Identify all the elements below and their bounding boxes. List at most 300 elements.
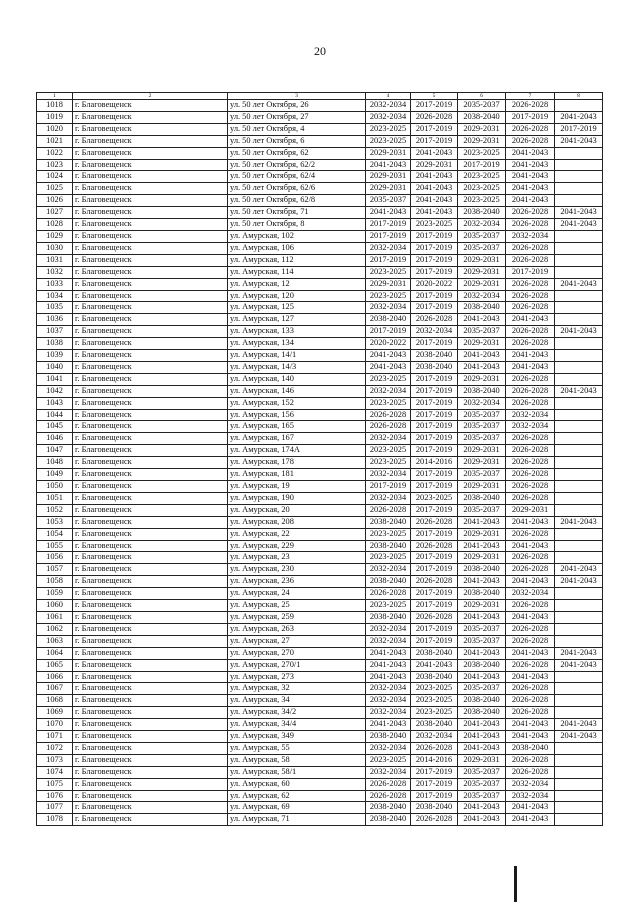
row-number: 1020 — [37, 123, 73, 135]
period-cell: 2038-2040 — [366, 611, 411, 623]
address-cell: ул. Амурская, 146 — [228, 385, 366, 397]
period-cell: 2026-2028 — [506, 481, 555, 493]
period-cell: 2041-2043 — [366, 207, 411, 219]
column-index: 1 — [37, 93, 73, 100]
period-cell: 2041-2043 — [506, 147, 555, 159]
period-cell: 2017-2019 — [411, 504, 458, 516]
table-row — [37, 457, 603, 469]
period-cell: 2023-2025 — [366, 754, 411, 766]
period-cell: 2041-2043 — [411, 195, 458, 207]
address-cell: ул. Амурская, 270/1 — [228, 659, 366, 671]
period-cell: 2017-2019 — [411, 635, 458, 647]
period-cell — [555, 373, 603, 385]
period-cell: 2026-2028 — [506, 600, 555, 612]
period-cell: 2017-2019 — [411, 373, 458, 385]
address-cell: ул. 50 лет Октября, 62/4 — [228, 171, 366, 183]
row-number: 1046 — [37, 433, 73, 445]
row-number: 1031 — [37, 254, 73, 266]
period-cell: 2026-2028 — [411, 611, 458, 623]
period-cell: 2029-2031 — [458, 754, 506, 766]
period-cell: 2035-2037 — [366, 195, 411, 207]
period-cell: 2041-2043 — [555, 207, 603, 219]
table-row — [37, 481, 603, 493]
period-cell: 2017-2019 — [411, 254, 458, 266]
settlement-cell: г. Благовещенск — [73, 445, 228, 457]
period-cell: 2041-2043 — [458, 719, 506, 731]
period-cell: 2035-2037 — [458, 469, 506, 481]
row-number: 1064 — [37, 647, 73, 659]
table-row — [37, 278, 603, 290]
period-cell: 2026-2028 — [411, 814, 458, 826]
period-cell: 2038-2040 — [366, 516, 411, 528]
table-row — [37, 266, 603, 278]
table-row — [37, 314, 603, 326]
period-cell: 2020-2022 — [411, 278, 458, 290]
settlement-cell: г. Благовещенск — [73, 695, 228, 707]
period-cell: 2029-2031 — [506, 504, 555, 516]
table-row — [37, 445, 603, 457]
column-index: 4 — [366, 93, 411, 100]
period-cell — [555, 707, 603, 719]
period-cell: 2029-2031 — [458, 600, 506, 612]
period-cell: 2026-2028 — [506, 623, 555, 635]
period-cell — [555, 230, 603, 242]
period-cell: 2017-2019 — [411, 397, 458, 409]
address-cell: ул. 50 лет Октября, 8 — [228, 219, 366, 231]
period-cell — [555, 552, 603, 564]
period-cell: 2032-2034 — [506, 588, 555, 600]
period-cell — [555, 469, 603, 481]
period-cell: 2023-2025 — [366, 266, 411, 278]
period-cell: 2017-2019 — [411, 481, 458, 493]
row-number: 1045 — [37, 421, 73, 433]
period-cell: 2026-2028 — [506, 123, 555, 135]
period-cell: 2017-2019 — [366, 219, 411, 231]
settlement-cell: г. Благовещенск — [73, 719, 228, 731]
period-cell: 2038-2040 — [458, 707, 506, 719]
table-row — [37, 504, 603, 516]
period-cell: 2017-2019 — [411, 338, 458, 350]
table-row — [37, 600, 603, 612]
period-cell: 2035-2037 — [458, 409, 506, 421]
period-cell: 2032-2034 — [366, 695, 411, 707]
address-cell: ул. Амурская, 19 — [228, 481, 366, 493]
period-cell: 2038-2040 — [411, 802, 458, 814]
row-number: 1054 — [37, 528, 73, 540]
row-number: 1028 — [37, 219, 73, 231]
address-cell: ул. Амурская, 106 — [228, 242, 366, 254]
settlement-cell: г. Благовещенск — [73, 373, 228, 385]
table-row — [37, 623, 603, 635]
period-cell: 2023-2025 — [411, 707, 458, 719]
period-cell: 2038-2040 — [458, 207, 506, 219]
period-cell: 2017-2019 — [411, 290, 458, 302]
address-cell: ул. 50 лет Октября, 6 — [228, 135, 366, 147]
period-cell: 2041-2043 — [506, 159, 555, 171]
settlement-cell: г. Благовещенск — [73, 778, 228, 790]
period-cell: 2017-2019 — [411, 409, 458, 421]
address-cell: ул. 50 лет Октября, 62/2 — [228, 159, 366, 171]
period-cell: 2032-2034 — [366, 492, 411, 504]
period-cell: 2041-2043 — [458, 576, 506, 588]
period-cell: 2023-2025 — [411, 695, 458, 707]
table-row — [37, 111, 603, 123]
period-cell: 2026-2028 — [366, 790, 411, 802]
period-cell: 2029-2031 — [458, 481, 506, 493]
table-row — [37, 421, 603, 433]
settlement-cell: г. Благовещенск — [73, 707, 228, 719]
page-number: 20 — [314, 44, 326, 58]
period-cell — [555, 100, 603, 112]
period-cell: 2023-2025 — [458, 195, 506, 207]
row-number: 1065 — [37, 659, 73, 671]
address-cell: ул. Амурская, 60 — [228, 778, 366, 790]
table-row — [37, 707, 603, 719]
period-cell: 2026-2028 — [506, 100, 555, 112]
period-cell: 2023-2025 — [411, 219, 458, 231]
table-row — [37, 433, 603, 445]
period-cell: 2041-2043 — [411, 171, 458, 183]
address-cell: ул. Амурская, 62 — [228, 790, 366, 802]
table-row — [37, 100, 603, 112]
period-cell: 2017-2019 — [411, 242, 458, 254]
table-row — [37, 683, 603, 695]
address-cell: ул. Амурская, 71 — [228, 814, 366, 826]
table-row — [37, 611, 603, 623]
row-number: 1032 — [37, 266, 73, 278]
period-cell: 2026-2028 — [506, 278, 555, 290]
period-cell: 2026-2028 — [506, 492, 555, 504]
row-number: 1049 — [37, 469, 73, 481]
period-cell: 2038-2040 — [411, 671, 458, 683]
address-cell: ул. Амурская, 273 — [228, 671, 366, 683]
period-cell: 2041-2043 — [555, 135, 603, 147]
table-row — [37, 302, 603, 314]
address-cell: ул. Амурская, 102 — [228, 230, 366, 242]
address-cell: ул. Амурская, 140 — [228, 373, 366, 385]
period-cell: 2029-2031 — [366, 171, 411, 183]
table-row — [37, 361, 603, 373]
period-cell: 2041-2043 — [555, 219, 603, 231]
table-row — [37, 290, 603, 302]
period-cell: 2026-2028 — [506, 659, 555, 671]
period-cell: 2026-2028 — [506, 385, 555, 397]
period-cell: 2020-2022 — [366, 338, 411, 350]
settlement-cell: г. Благовещенск — [73, 230, 228, 242]
settlement-cell: г. Благовещенск — [73, 588, 228, 600]
period-cell: 2026-2028 — [411, 540, 458, 552]
table-row — [37, 242, 603, 254]
period-cell: 2038-2040 — [411, 719, 458, 731]
period-cell: 2029-2031 — [458, 338, 506, 350]
period-cell: 2032-2034 — [366, 302, 411, 314]
table-row — [37, 778, 603, 790]
period-cell: 2035-2037 — [458, 766, 506, 778]
period-cell — [555, 623, 603, 635]
period-cell: 2041-2043 — [555, 719, 603, 731]
period-cell: 2029-2031 — [458, 266, 506, 278]
period-cell: 2029-2031 — [458, 135, 506, 147]
period-cell: 2017-2019 — [411, 528, 458, 540]
settlement-cell: г. Благовещенск — [73, 219, 228, 231]
housing-registry-table — [36, 92, 603, 826]
period-cell — [555, 742, 603, 754]
row-number: 1030 — [37, 242, 73, 254]
period-cell: 2026-2028 — [366, 421, 411, 433]
period-cell: 2026-2028 — [366, 778, 411, 790]
period-cell: 2038-2040 — [458, 564, 506, 576]
table-row — [37, 159, 603, 171]
address-cell: ул. Амурская, 14/3 — [228, 361, 366, 373]
period-cell: 2041-2043 — [555, 564, 603, 576]
address-cell: ул. Амурская, 12 — [228, 278, 366, 290]
period-cell — [555, 504, 603, 516]
period-cell: 2026-2028 — [506, 326, 555, 338]
settlement-cell: г. Благовещенск — [73, 683, 228, 695]
period-cell — [555, 266, 603, 278]
period-cell — [555, 492, 603, 504]
period-cell: 2038-2040 — [458, 302, 506, 314]
period-cell: 2038-2040 — [458, 385, 506, 397]
table-row — [37, 576, 603, 588]
period-cell: 2026-2028 — [411, 742, 458, 754]
table-row — [37, 469, 603, 481]
period-cell: 2041-2043 — [506, 314, 555, 326]
period-cell: 2041-2043 — [411, 183, 458, 195]
settlement-cell: г. Благовещенск — [73, 552, 228, 564]
table-row — [37, 671, 603, 683]
table-row — [37, 528, 603, 540]
address-cell: ул. Амурская, 167 — [228, 433, 366, 445]
period-cell: 2032-2034 — [506, 409, 555, 421]
period-cell — [555, 338, 603, 350]
address-cell: ул. 50 лет Октября, 62 — [228, 147, 366, 159]
period-cell: 2041-2043 — [506, 195, 555, 207]
period-cell: 2017-2019 — [506, 111, 555, 123]
period-cell: 2035-2037 — [458, 326, 506, 338]
address-cell: ул. 50 лет Октября, 62/8 — [228, 195, 366, 207]
period-cell: 2041-2043 — [506, 183, 555, 195]
period-cell: 2041-2043 — [555, 576, 603, 588]
settlement-cell: г. Благовещенск — [73, 564, 228, 576]
period-cell: 2017-2019 — [411, 623, 458, 635]
address-cell: ул. Амурская, 24 — [228, 588, 366, 600]
table-row — [37, 326, 603, 338]
period-cell: 2041-2043 — [411, 207, 458, 219]
period-cell: 2041-2043 — [458, 671, 506, 683]
table-row — [37, 350, 603, 362]
period-cell: 2041-2043 — [555, 278, 603, 290]
settlement-cell: г. Благовещенск — [73, 802, 228, 814]
settlement-cell: г. Благовещенск — [73, 790, 228, 802]
row-number: 1034 — [37, 290, 73, 302]
period-cell: 2032-2034 — [366, 469, 411, 481]
period-cell: 2017-2019 — [411, 302, 458, 314]
address-cell: ул. Амурская, 208 — [228, 516, 366, 528]
period-cell: 2032-2034 — [458, 219, 506, 231]
settlement-cell: г. Благовещенск — [73, 302, 228, 314]
address-cell: ул. 50 лет Октября, 71 — [228, 207, 366, 219]
address-cell: ул. Амурская, 34/4 — [228, 719, 366, 731]
row-number: 1043 — [37, 397, 73, 409]
period-cell: 2038-2040 — [366, 802, 411, 814]
period-cell: 2038-2040 — [458, 492, 506, 504]
period-cell: 2041-2043 — [506, 647, 555, 659]
period-cell: 2038-2040 — [458, 695, 506, 707]
settlement-cell: г. Благовещенск — [73, 254, 228, 266]
period-cell: 2041-2043 — [458, 516, 506, 528]
period-cell: 2032-2034 — [506, 790, 555, 802]
row-number: 1058 — [37, 576, 73, 588]
period-cell: 2023-2025 — [366, 600, 411, 612]
row-number: 1050 — [37, 481, 73, 493]
period-cell: 2026-2028 — [506, 766, 555, 778]
address-cell: ул. Амурская, 58/1 — [228, 766, 366, 778]
period-cell: 2014-2016 — [411, 457, 458, 469]
row-number: 1073 — [37, 754, 73, 766]
period-cell — [555, 290, 603, 302]
table-row — [37, 373, 603, 385]
period-cell: 2023-2025 — [366, 528, 411, 540]
period-cell: 2026-2028 — [366, 588, 411, 600]
period-cell: 2017-2019 — [411, 600, 458, 612]
address-cell: ул. Амурская, 58 — [228, 754, 366, 766]
settlement-cell: г. Благовещенск — [73, 433, 228, 445]
row-number: 1066 — [37, 671, 73, 683]
period-cell: 2041-2043 — [458, 742, 506, 754]
address-cell: ул. Амурская, 230 — [228, 564, 366, 576]
settlement-cell: г. Благовещенск — [73, 397, 228, 409]
period-cell: 2032-2034 — [366, 433, 411, 445]
address-cell: ул. Амурская, 22 — [228, 528, 366, 540]
period-cell: 2023-2025 — [366, 373, 411, 385]
period-cell: 2038-2040 — [458, 111, 506, 123]
address-cell: ул. Амурская, 114 — [228, 266, 366, 278]
period-cell — [555, 433, 603, 445]
settlement-cell: г. Благовещенск — [73, 290, 228, 302]
period-cell: 2041-2043 — [366, 350, 411, 362]
address-cell: ул. Амурская, 133 — [228, 326, 366, 338]
row-number: 1062 — [37, 623, 73, 635]
settlement-cell: г. Благовещенск — [73, 147, 228, 159]
period-cell: 2029-2031 — [458, 123, 506, 135]
period-cell — [555, 528, 603, 540]
period-cell: 2041-2043 — [366, 659, 411, 671]
table-row — [37, 254, 603, 266]
period-cell — [555, 671, 603, 683]
period-cell: 2035-2037 — [458, 242, 506, 254]
settlement-cell: г. Благовещенск — [73, 814, 228, 826]
period-cell: 2032-2034 — [366, 564, 411, 576]
settlement-cell: г. Благовещенск — [73, 361, 228, 373]
period-cell: 2017-2019 — [411, 766, 458, 778]
period-cell: 2041-2043 — [458, 361, 506, 373]
period-cell — [555, 254, 603, 266]
period-cell: 2041-2043 — [506, 576, 555, 588]
period-cell: 2041-2043 — [506, 611, 555, 623]
address-cell: ул. Амурская, 152 — [228, 397, 366, 409]
row-number: 1044 — [37, 409, 73, 421]
row-number: 1038 — [37, 338, 73, 350]
settlement-cell: г. Благовещенск — [73, 171, 228, 183]
settlement-cell: г. Благовещенск — [73, 647, 228, 659]
period-cell: 2041-2043 — [366, 719, 411, 731]
row-number: 1053 — [37, 516, 73, 528]
period-cell: 2041-2043 — [458, 814, 506, 826]
period-cell: 2041-2043 — [506, 516, 555, 528]
period-cell: 2026-2028 — [506, 445, 555, 457]
row-number: 1019 — [37, 111, 73, 123]
period-cell: 2041-2043 — [555, 385, 603, 397]
period-cell: 2041-2043 — [555, 659, 603, 671]
period-cell: 2029-2031 — [458, 457, 506, 469]
period-cell: 2041-2043 — [366, 647, 411, 659]
settlement-cell: г. Благовещенск — [73, 421, 228, 433]
table-row — [37, 147, 603, 159]
settlement-cell: г. Благовещенск — [73, 540, 228, 552]
period-cell — [555, 314, 603, 326]
address-cell: ул. 50 лет Октября, 26 — [228, 100, 366, 112]
period-cell: 2038-2040 — [458, 659, 506, 671]
period-cell: 2026-2028 — [366, 504, 411, 516]
settlement-cell: г. Благовещенск — [73, 135, 228, 147]
row-number: 1067 — [37, 683, 73, 695]
period-cell: 2026-2028 — [506, 433, 555, 445]
period-cell: 2017-2019 — [411, 790, 458, 802]
period-cell: 2038-2040 — [411, 350, 458, 362]
period-cell — [555, 159, 603, 171]
period-cell: 2038-2040 — [366, 314, 411, 326]
table-row — [37, 230, 603, 242]
settlement-cell: г. Благовещенск — [73, 111, 228, 123]
period-cell: 2041-2043 — [506, 814, 555, 826]
period-cell — [555, 195, 603, 207]
period-cell: 2017-2019 — [411, 469, 458, 481]
table-row — [37, 207, 603, 219]
period-cell: 2026-2028 — [506, 707, 555, 719]
period-cell: 2041-2043 — [506, 731, 555, 743]
period-cell — [555, 445, 603, 457]
settlement-cell: г. Благовещенск — [73, 611, 228, 623]
row-number: 1076 — [37, 790, 73, 802]
period-cell: 2041-2043 — [411, 659, 458, 671]
period-cell — [555, 540, 603, 552]
table-row — [37, 564, 603, 576]
period-cell: 2026-2028 — [506, 290, 555, 302]
address-cell: ул. Амурская, 190 — [228, 492, 366, 504]
period-cell: 2041-2043 — [458, 540, 506, 552]
period-cell: 2026-2028 — [411, 516, 458, 528]
period-cell — [555, 397, 603, 409]
address-cell: ул. Амурская, 259 — [228, 611, 366, 623]
period-cell: 2017-2019 — [555, 123, 603, 135]
period-cell: 2029-2031 — [366, 278, 411, 290]
period-cell: 2029-2031 — [366, 183, 411, 195]
table-row — [37, 540, 603, 552]
period-cell: 2032-2034 — [458, 290, 506, 302]
period-cell — [555, 683, 603, 695]
period-cell: 2029-2031 — [458, 528, 506, 540]
period-cell: 2023-2025 — [366, 457, 411, 469]
address-cell: ул. Амурская, 125 — [228, 302, 366, 314]
period-cell: 2026-2028 — [506, 635, 555, 647]
period-cell: 2035-2037 — [458, 790, 506, 802]
row-number: 1042 — [37, 385, 73, 397]
period-cell: 2035-2037 — [458, 778, 506, 790]
settlement-cell: г. Благовещенск — [73, 242, 228, 254]
column-index: 7 — [506, 93, 555, 100]
period-cell — [555, 350, 603, 362]
